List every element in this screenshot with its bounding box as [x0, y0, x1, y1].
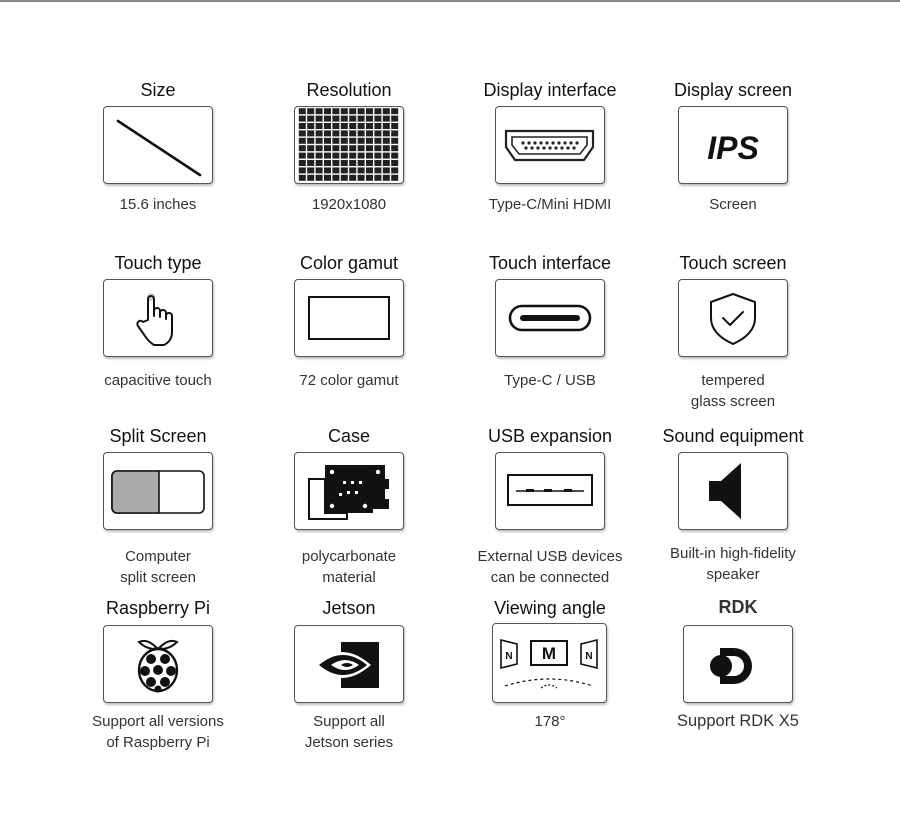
pixel-cell [391, 116, 398, 122]
speaker-icon [679, 453, 786, 528]
feature-caption: Type-C / USB [504, 372, 596, 389]
feature-title: Size [140, 80, 176, 100]
feature-caption: 178° [534, 713, 566, 730]
feature-caption: Type-C/Mini HDMI [488, 196, 612, 213]
pixel-grid-icon [295, 107, 402, 182]
feature-title: Touch interface [488, 253, 612, 273]
pixel-cell [324, 108, 331, 114]
feature-title: Resolution [306, 80, 392, 100]
pixel-cell [349, 116, 356, 122]
pixel-cell [366, 153, 373, 159]
pixel-cell [341, 108, 348, 114]
pixel-cell [332, 138, 339, 144]
svg-text:N: N [585, 651, 593, 662]
resolution-icon-box [294, 106, 404, 184]
pixel-cell [374, 130, 381, 136]
feature-caption: Support all versions of Raspberry Pi [92, 713, 224, 751]
pixel-cell [391, 167, 398, 173]
pixel-cell [316, 130, 323, 136]
pixel-cell [374, 167, 381, 173]
usb-c-port-icon [496, 280, 603, 355]
pixel-cell [307, 123, 314, 129]
pixel-cell [324, 116, 331, 122]
pixel-cell [332, 123, 339, 129]
pixel-cell [383, 123, 390, 129]
pixel-cell [358, 130, 365, 136]
pixel-cell [307, 153, 314, 159]
case-board-icon [295, 453, 402, 528]
pixel-cell [366, 108, 373, 114]
pixel-cell [307, 145, 314, 151]
feature-title: USB expansion [487, 426, 613, 446]
pixel-cell [349, 167, 356, 173]
pixel-cell [358, 160, 365, 166]
pixel-cell [324, 167, 331, 173]
finger-touch-icon [104, 280, 211, 355]
pixel-cell [349, 175, 356, 181]
pixel-cell [391, 153, 398, 159]
pixel-cell [383, 153, 390, 159]
pixel-cell [341, 130, 348, 136]
pixel-cell [316, 116, 323, 122]
feature-title: Display interface [483, 80, 617, 100]
pixel-cell [366, 167, 373, 173]
pixel-cell [383, 175, 390, 181]
feature-caption: Built-in high-fidelity speaker [670, 545, 796, 583]
pixel-cell [316, 138, 323, 144]
viewing-angle-icon-box [492, 623, 607, 703]
pixel-cell [391, 138, 398, 144]
pixel-cell [366, 145, 373, 151]
feature-title: Case [327, 426, 371, 446]
pixel-cell [341, 145, 348, 151]
pixel-cell [374, 123, 381, 129]
feature-caption: 1920x1080 [311, 196, 387, 213]
feature-title: Split Screen [109, 426, 207, 446]
feature-caption: capacitive touch [104, 372, 212, 389]
pixel-cell [349, 130, 356, 136]
pixel-cell [324, 145, 331, 151]
pixel-cell [316, 145, 323, 151]
split-screen-icon [104, 453, 211, 528]
pixel-cell [324, 175, 331, 181]
pixel-cell [316, 123, 323, 129]
pixel-cell [316, 153, 323, 159]
pixel-cell [299, 138, 306, 144]
pixel-cell [358, 123, 365, 129]
touch-screen-icon-box [678, 279, 788, 357]
pixel-cell [391, 108, 398, 114]
split-screen-icon-box [103, 452, 213, 530]
jetson-icon-box [294, 625, 404, 703]
pixel-cell [332, 160, 339, 166]
pixel-cell [299, 167, 306, 173]
pixel-cell [316, 175, 323, 181]
rdk-logo-icon [684, 626, 791, 701]
pixel-cell [349, 153, 356, 159]
color-gamut-icon-box [294, 279, 404, 357]
nvidia-eye-logo-icon [295, 626, 402, 701]
pixel-cell [374, 116, 381, 122]
pixel-cell [307, 138, 314, 144]
pixel-cell [374, 138, 381, 144]
feature-caption: Computer split screen [120, 548, 196, 586]
pixel-cell [366, 138, 373, 144]
pixel-cell [299, 145, 306, 151]
pixel-cell [341, 116, 348, 122]
pixel-cell [341, 167, 348, 173]
raspberry-pi-logo-icon [104, 626, 211, 701]
pixel-cell [307, 116, 314, 122]
feature-title: RDK [718, 597, 758, 617]
pixel-cell [358, 145, 365, 151]
pixel-cell [391, 175, 398, 181]
feature-caption: Screen [709, 196, 757, 213]
pixel-cell [307, 167, 314, 173]
pixel-cell [374, 153, 381, 159]
feature-title: Jetson [322, 598, 376, 618]
pixel-cell [383, 167, 390, 173]
pixel-cell [341, 175, 348, 181]
pixel-cell [341, 153, 348, 159]
pixel-cell [349, 108, 356, 114]
pixel-cell [299, 108, 306, 114]
display-screen-icon-box [678, 106, 788, 184]
ips-text-icon [679, 107, 786, 182]
pixel-cell [366, 160, 373, 166]
pixel-cell [299, 175, 306, 181]
pixel-cell [366, 130, 373, 136]
shield-check-icon [679, 280, 786, 355]
pixel-cell [332, 145, 339, 151]
touch-type-icon-box [103, 279, 213, 357]
pixel-cell [299, 116, 306, 122]
ips-label: IPS [707, 130, 759, 166]
pixel-cell [307, 130, 314, 136]
pixel-cell [391, 160, 398, 166]
pixel-cell [324, 123, 331, 129]
display-interface-icon-box [495, 106, 605, 184]
usb-a-port-icon [496, 453, 603, 528]
pixel-cell [349, 160, 356, 166]
pixel-cell [358, 108, 365, 114]
pixel-cell [358, 153, 365, 159]
sound-equipment-icon-box [678, 452, 788, 530]
pixel-cell [358, 167, 365, 173]
feature-title: Raspberry Pi [105, 598, 211, 618]
size-icon-box [103, 106, 213, 184]
case-icon-box [294, 452, 404, 530]
pixel-cell [358, 138, 365, 144]
viewing-angle-label: M [541, 644, 557, 663]
feature-caption: tempered glass screen [690, 372, 776, 410]
pixel-cell [383, 160, 390, 166]
feature-caption: 72 color gamut [299, 372, 399, 389]
pixel-cell [358, 116, 365, 122]
feature-caption: External USB devices can be connected [477, 548, 623, 586]
feature-title: Color gamut [299, 253, 399, 273]
pixel-cell [324, 138, 331, 144]
viewing-angle-icon [493, 624, 605, 701]
pixel-cell [358, 175, 365, 181]
pixel-cell [374, 108, 381, 114]
pixel-cell [383, 108, 390, 114]
pixel-cell [299, 160, 306, 166]
pixel-cell [299, 130, 306, 136]
pixel-cell [332, 153, 339, 159]
pixel-cell [299, 153, 306, 159]
pixel-cell [349, 145, 356, 151]
pixel-cell [391, 145, 398, 151]
pixel-cell [316, 160, 323, 166]
pixel-cell [374, 145, 381, 151]
pixel-cell [374, 160, 381, 166]
touch-interface-icon-box [495, 279, 605, 357]
pixel-cell [366, 116, 373, 122]
feature-caption: Support RDK X5 [677, 712, 799, 730]
pixel-cell [383, 145, 390, 151]
feature-title: Sound equipment [662, 426, 804, 446]
pixel-cell [307, 175, 314, 181]
pixel-cell [383, 130, 390, 136]
diagonal-line-icon [104, 107, 211, 182]
pixel-cell [366, 123, 373, 129]
pixel-cell [324, 160, 331, 166]
feature-title: Touch type [114, 253, 202, 273]
pixel-cell [332, 175, 339, 181]
feature-caption: 15.6 inches [119, 196, 197, 213]
pixel-cell [332, 116, 339, 122]
pixel-cell [316, 167, 323, 173]
feature-title: Touch screen [679, 253, 787, 273]
pixel-cell [307, 160, 314, 166]
pixel-cell [391, 130, 398, 136]
svg-text:N: N [505, 651, 513, 662]
pixel-cell [324, 153, 331, 159]
pixel-cell [341, 138, 348, 144]
pixel-cell [316, 108, 323, 114]
pixel-cell [349, 123, 356, 129]
pixel-cell [374, 175, 381, 181]
rectangle-icon [295, 280, 402, 355]
pixel-cell [383, 138, 390, 144]
pixel-cell [391, 123, 398, 129]
feature-caption: polycarbonate material [301, 548, 397, 586]
feature-title: Display screen [673, 80, 793, 100]
raspberry-pi-icon-box [103, 625, 213, 703]
pixel-cell [307, 108, 314, 114]
top-divider [0, 0, 900, 2]
pixel-cell [366, 175, 373, 181]
feature-title: Viewing angle [494, 598, 606, 618]
pixel-cell [332, 108, 339, 114]
pixel-cell [341, 123, 348, 129]
pixel-cell [299, 123, 306, 129]
pixel-cell [341, 160, 348, 166]
feature-caption: Support all Jetson series [304, 713, 394, 751]
usb-expansion-icon-box [495, 452, 605, 530]
pixel-cell [383, 116, 390, 122]
pixel-cell [332, 130, 339, 136]
pixel-cell [349, 138, 356, 144]
pixel-cell [332, 167, 339, 173]
pixel-cell [324, 130, 331, 136]
hdmi-port-icon [496, 107, 603, 182]
rdk-icon-box [683, 625, 793, 703]
